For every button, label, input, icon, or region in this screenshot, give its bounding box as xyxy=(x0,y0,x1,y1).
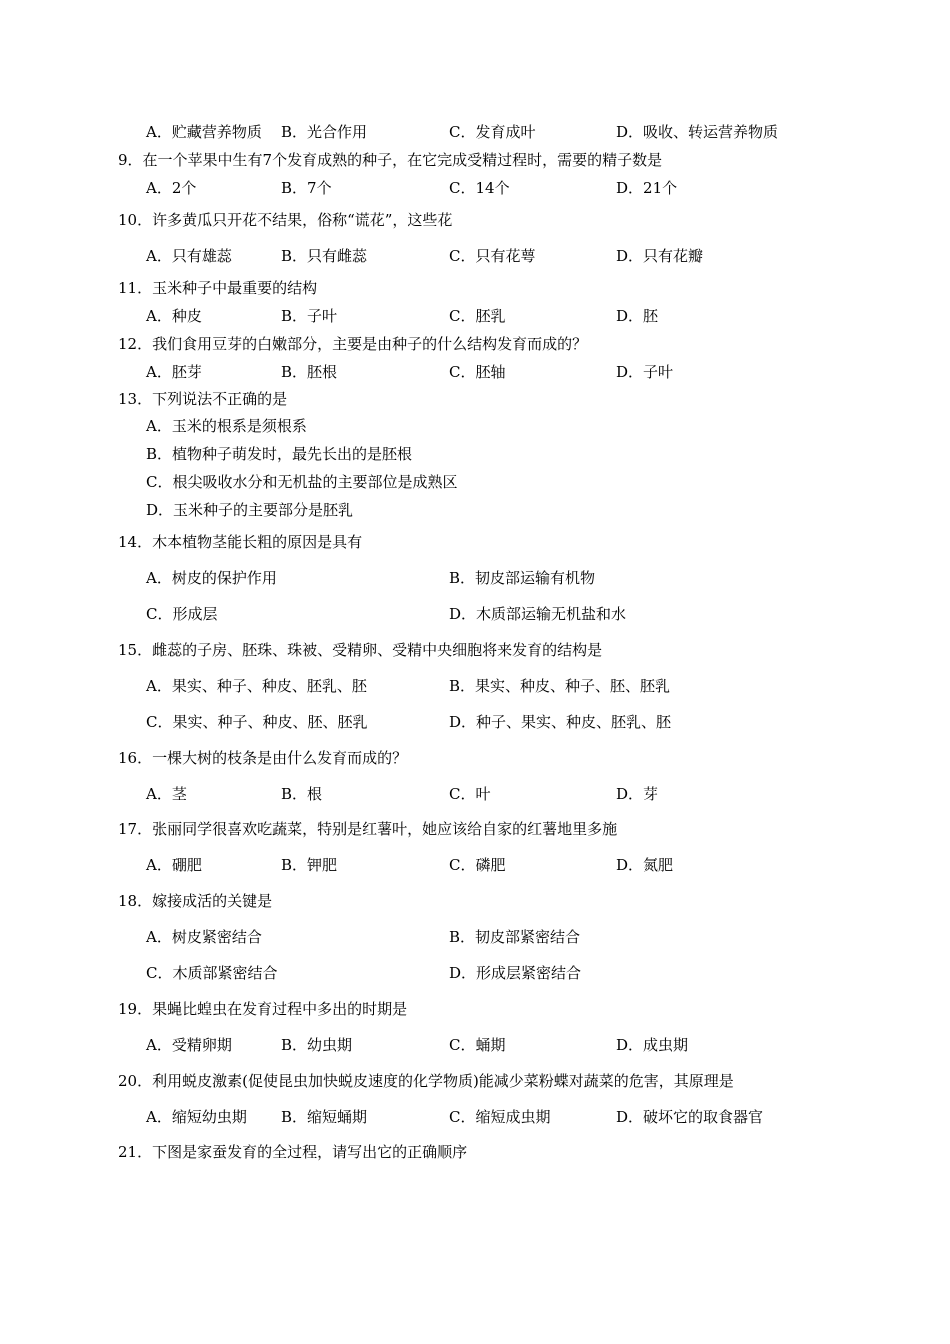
q17-option-d: D．氮肥 xyxy=(616,856,674,874)
q16-option-d: D．芽 xyxy=(616,785,659,803)
q14-option-b: B．韧皮部运输有机物 xyxy=(449,569,596,587)
q19-option-b: B．幼虫期 xyxy=(281,1036,353,1054)
q14-options-row2 xyxy=(0,602,950,626)
q17-option-a: A．硼肥 xyxy=(146,856,202,874)
q16-option-b: B．根 xyxy=(281,785,323,803)
q12-option-a: A．胚芽 xyxy=(146,363,202,381)
q21-stem xyxy=(0,1140,950,1164)
q20-option-a: A．缩短幼虫期 xyxy=(146,1108,247,1126)
q9-option-b: B．7个 xyxy=(281,179,332,197)
question-text: 14．木本植物茎能长粗的原因是具有 xyxy=(118,533,363,551)
q14-option-a: A．树皮的保护作用 xyxy=(146,569,277,587)
q10-option-a: A．只有雄蕊 xyxy=(146,247,232,265)
q12-option-b: B．胚根 xyxy=(281,363,338,381)
q18-option-c: C．木质部紧密结合 xyxy=(146,964,278,982)
q20-option-d: D．破坏它的取食器官 xyxy=(616,1108,764,1126)
q8-option-b: B．光合作用 xyxy=(281,123,368,141)
q8-option-a: A．贮藏营养物质 xyxy=(146,123,262,141)
q11-stem xyxy=(0,276,950,300)
q18-stem xyxy=(0,889,950,913)
question-text: 9．在一个苹果中生有7个发育成熟的种子，在它完成受精过程时，需要的精子数是 xyxy=(118,151,663,169)
q16-option-c: C．叶 xyxy=(449,785,491,803)
q17-option-b: B．钾肥 xyxy=(281,856,338,874)
q15-option-d: D．种子、果实、种皮、胚乳、胚 xyxy=(449,713,672,731)
question-text: 12．我们食用豆芽的白嫩部分，主要是由种子的什么结构发育而成的？ xyxy=(118,335,588,353)
q18-options-row1 xyxy=(0,925,950,949)
q19-option-d: D．成虫期 xyxy=(616,1036,689,1054)
q9-option-d: D．21个 xyxy=(616,179,678,197)
q13-option-a: A．玉米的根系是须根系 xyxy=(146,417,307,435)
q14-option-d: D．木质部运输无机盐和水 xyxy=(449,605,627,623)
question-text: 10．许多黄瓜只开花不结果，俗称“谎花”，这些花 xyxy=(118,211,453,229)
q9-option-a: A．2个 xyxy=(146,179,197,197)
q18-options-row2 xyxy=(0,961,950,985)
q9-option-c: C．14个 xyxy=(449,179,510,197)
q13-option-b: B．植物种子萌发时，最先长出的是胚根 xyxy=(146,445,413,463)
q18-option-a: A．树皮紧密结合 xyxy=(146,928,262,946)
q15-option-a: A．果实、种子、种皮、胚乳、胚 xyxy=(146,677,367,695)
q20-option-c: C．缩短成虫期 xyxy=(449,1108,551,1126)
q11-option-d: D．胚 xyxy=(616,307,659,325)
q13-option-c-line xyxy=(0,470,950,494)
q9-options xyxy=(0,176,950,200)
q12-options xyxy=(0,360,950,384)
question-text: 16．一棵大树的枝条是由什么发育而成的？ xyxy=(118,749,408,767)
q10-options xyxy=(0,244,950,268)
q20-options xyxy=(0,1105,950,1129)
q13-option-c: C．根尖吸收水分和无机盐的主要部位是成熟区 xyxy=(146,473,458,491)
q17-option-c: C．磷肥 xyxy=(449,856,506,874)
q20-option-b: B．缩短蛹期 xyxy=(281,1108,368,1126)
q15-options-row2 xyxy=(0,710,950,734)
q10-option-b: B．只有雌蕊 xyxy=(281,247,368,265)
q18-option-d: D．形成层紧密结合 xyxy=(449,964,582,982)
q9-stem xyxy=(0,148,950,172)
q13-option-a-line xyxy=(0,414,950,438)
question-text: 19．果蝇比蝗虫在发育过程中多出的时期是 xyxy=(118,1000,408,1018)
q17-options xyxy=(0,853,950,877)
q12-option-d: D．子叶 xyxy=(616,363,674,381)
q16-stem xyxy=(0,746,950,770)
q15-options-row1 xyxy=(0,674,950,698)
q10-stem xyxy=(0,208,950,232)
question-text: 20．利用蜕皮激素(促使昆虫加快蜕皮速度的化学物质)能减少菜粉蝶对蔬菜的危害，其原理是 xyxy=(118,1072,734,1090)
q10-option-d: D．只有花瓣 xyxy=(616,247,704,265)
q20-stem xyxy=(0,1069,950,1093)
q13-option-b-line xyxy=(0,442,950,466)
q15-stem xyxy=(0,638,950,662)
question-text: 13．下列说法不正确的是 xyxy=(118,390,288,408)
q13-option-d: D．玉米种子的主要部分是胚乳 xyxy=(146,501,354,519)
q19-option-c: C．蛹期 xyxy=(449,1036,506,1054)
question-text: 15．雌蕊的子房、胚珠、珠被、受精卵、受精中央细胞将来发育的结构是 xyxy=(118,641,603,659)
q18-option-b: B．韧皮部紧密结合 xyxy=(449,928,581,946)
q13-option-d-line xyxy=(0,498,950,522)
q19-option-a: A．受精卵期 xyxy=(146,1036,232,1054)
q11-options xyxy=(0,304,950,328)
q14-option-c: C．形成层 xyxy=(146,605,218,623)
question-text: 17．张丽同学很喜欢吃蔬菜，特别是红薯叶，她应该给自家的红薯地里多施 xyxy=(118,820,618,838)
q8-option-c: C．发育成叶 xyxy=(449,123,536,141)
q8-options xyxy=(0,120,950,144)
q16-option-a: A．茎 xyxy=(146,785,187,803)
q15-option-b: B．果实、种皮、种子、胚、胚乳 xyxy=(449,677,671,695)
q17-stem xyxy=(0,817,950,841)
q11-option-a: A．种皮 xyxy=(146,307,202,325)
q12-stem xyxy=(0,332,950,356)
q16-options xyxy=(0,782,950,806)
q14-options-row1 xyxy=(0,566,950,590)
question-text: 11．玉米种子中最重要的结构 xyxy=(118,279,318,297)
q14-stem xyxy=(0,530,950,554)
q8-option-d: D．吸收、转运营养物质 xyxy=(616,123,779,141)
q19-stem xyxy=(0,997,950,1021)
q10-option-c: C．只有花萼 xyxy=(449,247,536,265)
q12-option-c: C．胚轴 xyxy=(449,363,506,381)
q13-stem xyxy=(0,387,950,411)
q11-option-b: B．子叶 xyxy=(281,307,338,325)
q19-options xyxy=(0,1033,950,1057)
q15-option-c: C．果实、种子、种皮、胚、胚乳 xyxy=(146,713,368,731)
question-text: 21．下图是家蚕发育的全过程，请写出它的正确顺序 xyxy=(118,1143,468,1161)
question-text: 18．嫁接成活的关键是 xyxy=(118,892,273,910)
q11-option-c: C．胚乳 xyxy=(449,307,506,325)
